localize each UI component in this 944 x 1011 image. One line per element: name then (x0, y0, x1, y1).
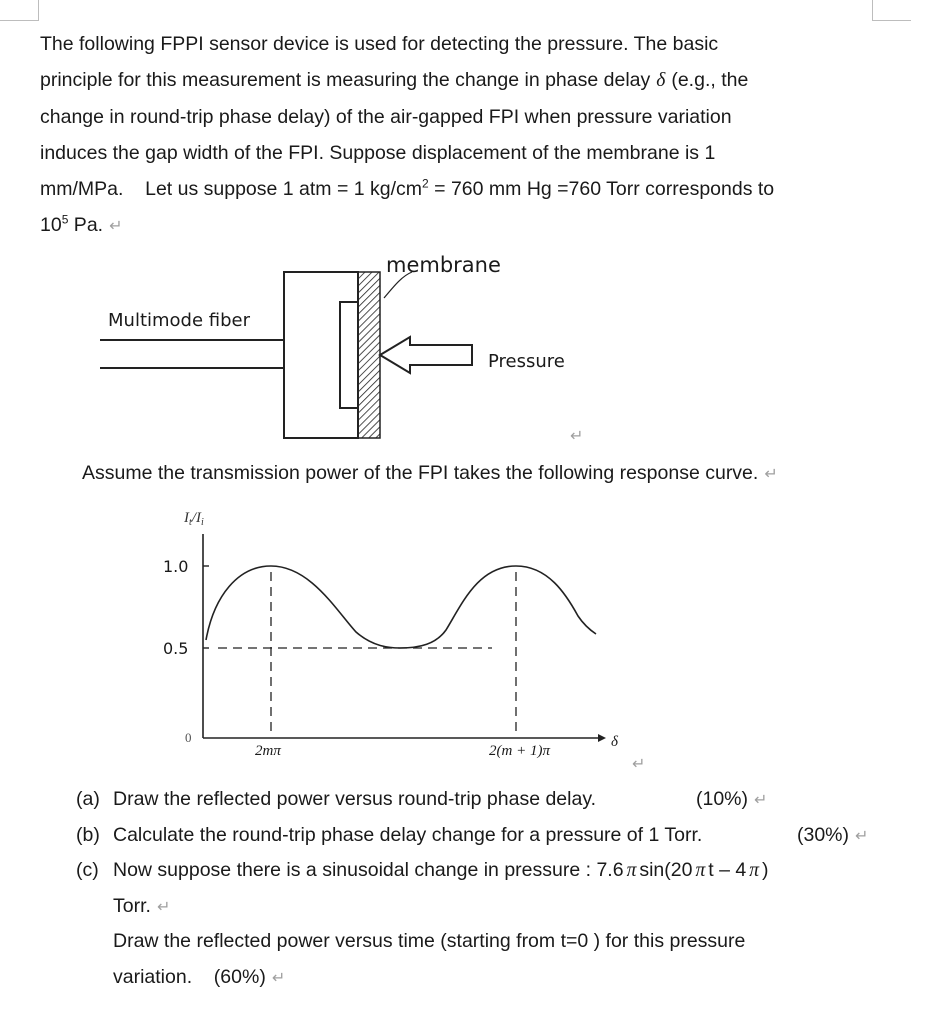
intro-line-3: change in round-trip phase delay) of the air-gapped FPI when pressure variation (40, 106, 732, 128)
question-text: Calculate the round-trip phase delay change for a pressure of 1 Torr. (113, 823, 703, 846)
question-c-instruction-2: variation. (60%) ↵ (113, 965, 286, 988)
intro-line-6: $10^5$ Pa. ↵ (40, 212, 123, 236)
question-text: Now suppose there is a sinusoidal change in pressure : 7.6 π sin(20 π t – 4 π ) (113, 859, 769, 881)
return-mark: ↵ (632, 756, 646, 773)
return-mark: ↵ (156, 898, 171, 916)
question-percent: (60%) (213, 965, 266, 988)
return-mark: ↵ (109, 218, 123, 235)
membrane-label: membrane (386, 253, 501, 277)
return-mark: ↵ (570, 428, 584, 445)
return-mark: ↵ (764, 466, 778, 483)
intro-line-2: principle for this measurement is measuring the change in phase delay δ (e.g., the (40, 69, 749, 91)
x-axis-label: δ (611, 734, 618, 750)
question-c-unit: Torr. ↵ (113, 894, 171, 917)
sensor-diagram (0, 0, 944, 460)
y-tick-label-05: 0.5 (163, 639, 189, 658)
question-a (76, 782, 936, 818)
fpi-housing (284, 272, 358, 438)
x-axis-arrow (598, 734, 606, 742)
y-tick-label-0: 0 (185, 730, 192, 745)
question-text: Draw the reflected power versus round-trip phase delay. (113, 788, 597, 810)
return-mark: ↵ (855, 827, 869, 845)
membrane-hatch (358, 272, 380, 438)
question-c (76, 853, 936, 889)
intro-line-4: induces the gap width of the FPI. Suppose displacement of the membrane is 1 (40, 142, 716, 164)
pressure-label: Pressure (488, 351, 565, 372)
question-percent: (30%) ↵ (797, 823, 869, 846)
question-label: (a) (76, 788, 100, 810)
y-axis-label: $I_t/I_i$ (184, 510, 204, 528)
response-intro: Assume the transmission power of the FPI takes the following response curve. ↵ (82, 462, 778, 484)
question-label: (b) (76, 823, 100, 846)
return-mark: ↵ (754, 792, 768, 809)
fiber-label: Multimode fiber (108, 310, 251, 331)
response-curve (206, 566, 596, 648)
return-mark: ↵ (271, 969, 286, 987)
x-tick-label-2m1pi: 2(m + 1)π (489, 743, 550, 759)
y-tick-label-1: 1.0 (163, 557, 189, 576)
question-b (76, 818, 936, 854)
question-label: (c) (76, 859, 99, 881)
question-list (76, 782, 936, 995)
question-c-instruction: Draw the reflected power versus time (starting from t=0 ) for this pressure (113, 930, 746, 952)
intro-line-5: mm/MPa. Let us suppose 1 atm = 1 $kg/cm^2 = 760$ mm Hg =760 Torr corresponds to (40, 176, 775, 200)
intro-line-1: The following FPPI sensor device is used for detecting the pressure. The basic (40, 33, 719, 55)
delta-symbol: δ (656, 70, 666, 91)
x-tick-label-2mpi: 2mπ (255, 743, 281, 759)
pressure-arrow (380, 337, 472, 373)
question-percent: (10%) ↵ (696, 788, 768, 810)
